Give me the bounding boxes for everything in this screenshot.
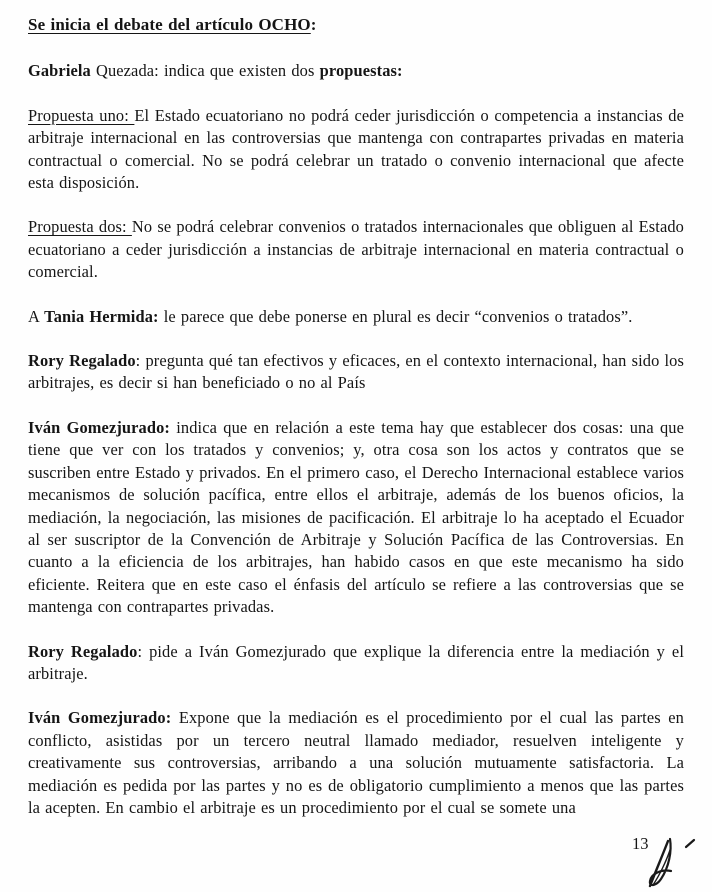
- text-segment: Propuesta dos:: [28, 217, 132, 237]
- text-segment: indica que en relación a este tema hay que establecer dos cosas: una que tiene que ver con los tratados y convenios; y, otra cosa son los actos y contratos que se suscriben entre Estado y privados. En el primero caso, el Derecho Internacional establece varios mecanismos de solución pacífica, entre ellos el arbitraje, además de los buenos oficios, la mediación, la negociación, las misiones de pacificación. El arbitraje lo ha aceptado el Ecuador al ser suscriptor de la Convención de Arbitraje y Solución Pacífica de las Controversias. En cuanto a la eficiencia de los arbitrajes, han habido casos en que este mecanismo ha sido eficiente. Reitera que en este caso el énfasis del artículo se refiere a las controversias que se mantenga con contrapartes privadas.: [28, 417, 684, 617]
- page-footer: [616, 830, 708, 892]
- text-segment: Rory Regalado: [28, 351, 136, 371]
- text-segment: Iván Gomezjurado:: [28, 417, 171, 437]
- text-segment: Propuesta uno:: [28, 105, 135, 125]
- text-segment: :: [310, 15, 317, 34]
- text-segment: Tania Hermida:: [44, 306, 159, 326]
- document-title: [28, 14, 684, 36]
- page-number: 13: [632, 834, 649, 853]
- text-segment: propuestas:: [319, 61, 403, 81]
- paragraph: [28, 306, 684, 328]
- text-segment: El Estado ecuatoriano no podrá ceder jurisdicción o competencia a instancias de arbitraje internacional en las controversias que mantenga con contrapartes privadas en materia contractual o comercial. No se podrá celebrar un tratado o convenio internacional que afecte esta disposición.: [28, 105, 684, 193]
- signature-mark-icon: [640, 836, 700, 892]
- text-segment: le parece que debe ponerse en plural es decir “convenios o tratados”.: [158, 306, 633, 326]
- paragraph: [28, 417, 684, 619]
- text-segment: No se podrá celebrar convenios o tratados internacionales que obliguen al Estado ecuatoriano a ceder jurisdicción a instancias de arbitraje internacional en materia contractual o comercial.: [28, 217, 684, 282]
- document-body: [28, 14, 684, 819]
- text-segment: : pide a Iván Gomezjurado que explique la diferencia entre la mediación y el arbitraje.: [28, 641, 684, 683]
- paragraph: [28, 707, 684, 819]
- text-segment: Expone que la mediación es el procedimiento por el cual las partes en conflicto, asistidas por un tercero neutral llamado mediador, resuelven inteligente y creativamente sus controversias, arribando a una solución mutuamente satisfactoria. La mediación es pedida por las partes y no es de obligatorio cumplimiento a menos que las partes la acepten. En cambio el arbitraje es un procedimiento por el cual se somete una: [28, 708, 684, 817]
- text-segment: : pregunta qué tan efectivos y eficaces, en el contexto internacional, han sido los arbitrajes, es decir si han beneficiado o no al País: [28, 351, 684, 393]
- text-segment: Iván Gomezjurado:: [28, 708, 172, 728]
- text-segment: A: [28, 306, 45, 326]
- paragraph: [28, 350, 684, 395]
- text-segment: Rory Regalado: [28, 641, 138, 661]
- text-segment: Gabriela: [28, 61, 91, 81]
- paragraph: [28, 105, 684, 195]
- text-segment: Quezada: indica que existen dos: [90, 61, 320, 81]
- paragraph: [28, 216, 684, 283]
- paragraph: [28, 641, 684, 686]
- paragraph: [28, 60, 684, 82]
- text-segment: Se inicia el debate del artículo OCHO: [28, 15, 311, 34]
